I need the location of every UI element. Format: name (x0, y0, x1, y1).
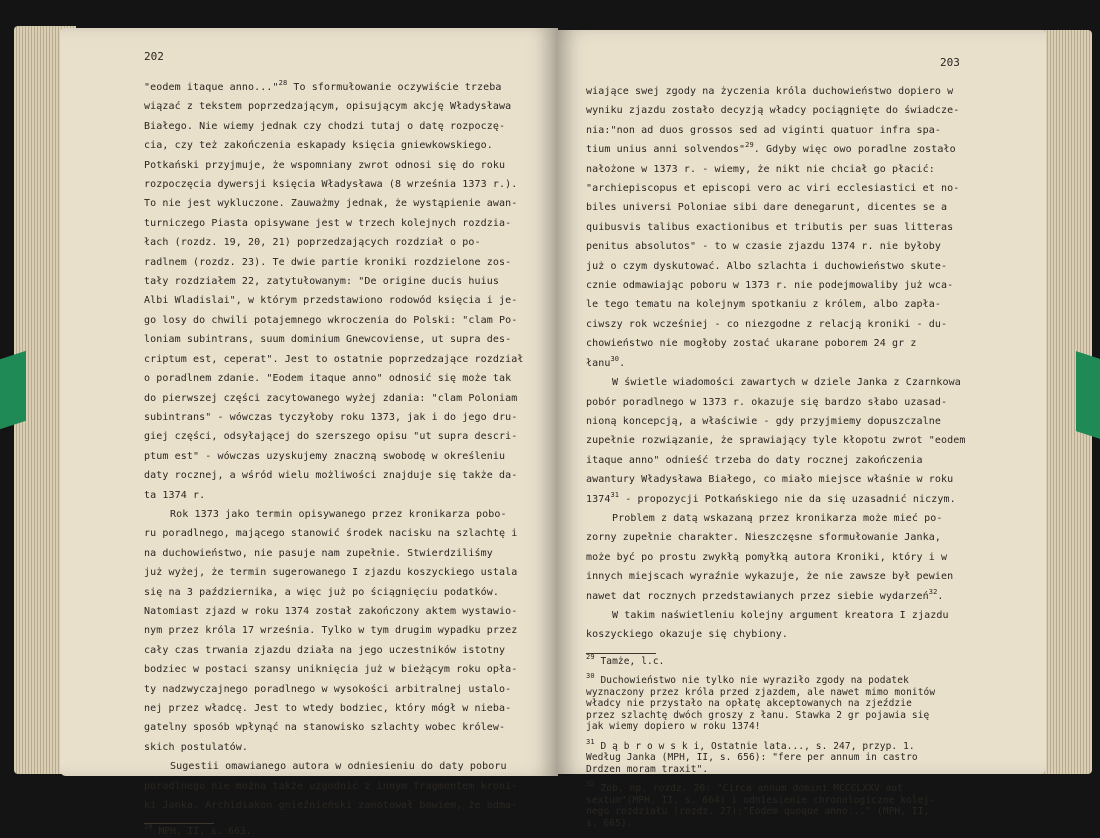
text-line: nawet dat rocznych przedstawianych przez siebie wydarzeń$^{32}$. (586, 587, 944, 602)
text-line: chowieństwo nie mogłoby zostać ukarane poborem 24 gr z (586, 338, 917, 350)
text-line: tium unius anni solvendos"$^{29}$. Gdyby więc owo poradlne zostało (586, 141, 956, 156)
text-line: cia, czy też zakończenia eskapady księcia gniewkowskiego. (144, 140, 493, 152)
text-line: Problem z datą wskazaną przez kronikarza może mieć po- (612, 512, 943, 524)
footnotes (144, 823, 540, 838)
footnote-line: Według Janka (MPH, II, s. 656): "fere per annum in castro (586, 752, 918, 764)
text-line: Natomiast zjazd w roku 1374 został zakończony aktem wystawio- (144, 605, 518, 617)
text-line: To nie jest wykluczone. Zauważmy jednak, że wystąpienie awan- (144, 198, 518, 210)
text-line: cznie odmawiając poboru w 1373 r. nie podejmowaliby już wca- (586, 280, 954, 292)
footnote-line: Drdzen moram traxit". (586, 763, 709, 775)
right-page (556, 30, 1046, 829)
text-line: turniczego Piasta opisywane jest w trzech kolejnych rozdzia- (144, 217, 512, 229)
text-line: tały rozdziałem 22, zatytułowanym: "De origine ducis huius (144, 276, 499, 288)
page-number: 203 (940, 56, 960, 69)
text-line: skich postulatów. (144, 741, 249, 753)
text-line: nym przez króla 17 września. Tylko w tym drugim wypadku przez (144, 625, 518, 637)
text-line: nioną koncepcją, a właściwie - gdy przyjmiemy dopuszczalne (586, 415, 941, 427)
footnote-line: wyznaczony przez króla przed zjazdem, ale nawet mimo monitów (586, 686, 936, 698)
footnote-line: $^{31}$ D ą b r o w s k i, Ostatnie lata..., s. 247, przyp. 1. (586, 737, 915, 752)
text-line: może być po prostu zwykłą pomyłką autora Kroniki, który i w (586, 551, 948, 563)
text-line: criptum est, ceperat". Jest to ostatnie poprzedzające rozdział (144, 353, 524, 365)
text-line: wiające swej zgody na życzenia króla duchowieństwo dopiero w (586, 86, 954, 97)
text-line: awantury Władysława Białego, co miało miejsce właśnie w roku (586, 474, 954, 486)
text-line: łanu$^{30}$. (586, 354, 626, 369)
text-line: ptum est" - wówczas uzyskujemy znaczną swobodę w określeniu (144, 450, 506, 462)
footnote-line: $^{29}$ Tamże, l.c. (586, 652, 665, 667)
text-line: penitus absolutos" - to w czasie zjazdu 1374 r. nie byłoby (586, 241, 941, 253)
text-line: cały czas trwania zjazdu działa na jego uczestników istotny (144, 644, 506, 656)
text-line: subintrans" - wówczas tyczyłoby roku 1373, jak i do jego dru- (144, 411, 518, 423)
text-line: łach (rozdz. 19, 20, 21) poprzedzających rozdział o po- (144, 237, 481, 249)
text-line: Sugestii omawianego autora w odniesieniu do daty poboru (170, 761, 507, 773)
text-line: daty rocznej, a wśród wielu możliwości znajduje się także da- (144, 470, 518, 482)
text-line: ru poradlnego, mającego stanowić środek nacisku na szlachtę i (144, 528, 518, 540)
text-line: Albi Wladislai", w którym przedstawiono rodowód księcia i je- (144, 295, 518, 307)
text-line: Potkański przyjmuje, że wspomniany zwrot odnosi się do roku (144, 159, 506, 171)
text-line: "archiepiscopus et episcopi vero ac viri ecclesiastici et no- (586, 183, 960, 195)
text-line: już o czym dyskutować. Albo szlachta i duchowieństwo skute- (586, 260, 948, 272)
text-line: rozpoczęcia dywersji księcia Władysława (8 września 1373 r.). (144, 179, 518, 191)
footnote-line: s. 665). (586, 817, 633, 829)
text-line: nia:"non ad duos grossos sed ad viginti quatuor infra spa- (586, 124, 941, 136)
text-line: wiązać z tekstem poprzedzającym, opisującym akcję Władysława (144, 101, 512, 113)
text-line: innych miejscach wyraźnie wykazuje, że nie zawsze był pewien (586, 571, 954, 583)
footnote-line: nego rozdziału (rozdz. 27):"Eodem quoque anno..." (MPH, II, (586, 806, 930, 818)
left-page-text (144, 78, 540, 838)
text-line: "eodem itaque anno..."$^{28}$ To sformułowanie oczywiście trzeba (144, 79, 502, 93)
footnote-line: sextum"(MPH, II, s. 664) i odniesienie chronologiczne kolej- (586, 794, 936, 806)
text-line: ki Janka. Archidiakon gnieźnieński zanotował bowiem, że odma- (144, 800, 518, 812)
text-line: już wyżej, że termin sugerowanego I zjazdu koszyckiego ustala (144, 567, 518, 579)
footnote-line: władcy nie przystało na opłatę akceptowanych na zjeździe (586, 698, 912, 710)
footnote-rule (586, 653, 656, 654)
text-line: ciwszy rok wcześniej - co niezgodne z relacją kroniki - du- (586, 318, 948, 330)
text-line: 1374$^{31}$ - propozycji Potkańskiego nie da się uzasadnić niczym. (586, 490, 956, 505)
text-line: loniam subintrans, suum dominium Gnewcoviense, ut supra des- (144, 334, 512, 346)
text-line: go losy do chwili potajemnego wkroczenia do Polski: "clam Po- (144, 314, 518, 326)
text-line: W takim naświetleniu kolejny argument kreatora I zjazdu (612, 609, 949, 621)
left-page (60, 28, 558, 838)
right-page-text (586, 82, 986, 829)
text-line: na duchowieństwo, nie pasuje nam zupełnie. Stwierdziliśmy (144, 547, 493, 559)
footnote-line: $^{30}$ Duchowieństwo nie tylko nie wyraziło zgody na podatek (586, 672, 909, 687)
text-line: nałożone w 1373 r. - wiemy, że nikt nie chciał go płacić: (586, 163, 935, 175)
text-line: le tego tematu na kolejnym spotkaniu z królem, albo zapła- (586, 299, 941, 311)
text-line: biles universi Poloniae sibi dare denegarunt, dicentes se a (586, 202, 948, 214)
text-line: nej przez władcę. Jest to wtedy bodziec, który mógł w nieba- (144, 703, 512, 714)
footnote-line: $^{32}$ Zob. np. rozdz. 26: "Circa annum domini MCCCLXXV aut (586, 780, 904, 795)
text-line: itaque anno" odnieść trzeba do daty rocznej zakończenia (586, 454, 923, 466)
text-line: Białego. Nie wiemy jednak czy chodzi tutaj o datę rozpoczę- (144, 120, 506, 132)
footnotes (586, 652, 986, 830)
text-line: ta 1374 r. (144, 489, 206, 501)
green-bookmark-left (0, 351, 26, 429)
text-line: Rok 1373 jako termin opisywanego przez kronikarza pobo- (170, 508, 507, 520)
footnote-line: przez szlachtę dwóch groszy z łanu. Stawka 2 gr pojawia się (586, 709, 930, 721)
text-line: quibusvis talibus exactionibus et tributis per suas litteras (586, 221, 954, 233)
text-line: giej części, odsyłającej do szerszego opisu "ut supra descri- (144, 431, 518, 443)
text-line: się na 3 października, a więc już po ściągnięciu podatków. (144, 586, 499, 598)
footnote-line: jak wiemy dopiero w roku 1374! (586, 721, 761, 733)
text-line: koszyckiego okazuje się chybiony. (586, 629, 788, 641)
text-line: zorny zupełnie charakter. Nieszczęsne sformułowanie Janka, (586, 532, 941, 544)
text-line: pobór poradlnego w 1373 r. okazuje się bardzo słabo uzasad- (586, 396, 948, 408)
text-line: o poradlnem zdanie. "Eodem itaque anno" odnosić się może tak (144, 373, 512, 385)
text-line: wyniku zjazdu zostało decyzją władcy pociągnięte do świadcze- (586, 105, 960, 117)
text-line: gatelny sposób wpłynąć na stanowisko szlachty wobec królew- (144, 722, 506, 734)
footnote-rule (144, 823, 214, 824)
text-line: bodziec w postaci szansy uniknięcia już w bieżącym roku opła- (144, 664, 518, 676)
footnote-line: $^{28}$ MPH, II, s. 663. (144, 823, 252, 838)
text-line: do pierwszej części zacytowanego wyżej zdania: "clam Poloniam (144, 392, 518, 404)
page-number: 202 (144, 50, 164, 63)
text-line: zupełnie rozwiązanie, że sprawiający tyle kłopotu zwrot "eodem (586, 435, 966, 447)
text-line: W świetle wiadomości zawartych w dziele Janka z Czarnkowa (612, 377, 961, 389)
green-bookmark-right (1076, 351, 1100, 439)
text-line: radlnem (rozdz. 23). Te dwie partie kroniki rozdzielone zos- (144, 256, 512, 268)
text-line: ty nadzwyczajnego poradlnego w wysokości arbitralnej ustalo- (144, 683, 512, 695)
text-line: poradlnego nie można także uzgodnić z innym fragmentem kroni- (144, 780, 518, 792)
